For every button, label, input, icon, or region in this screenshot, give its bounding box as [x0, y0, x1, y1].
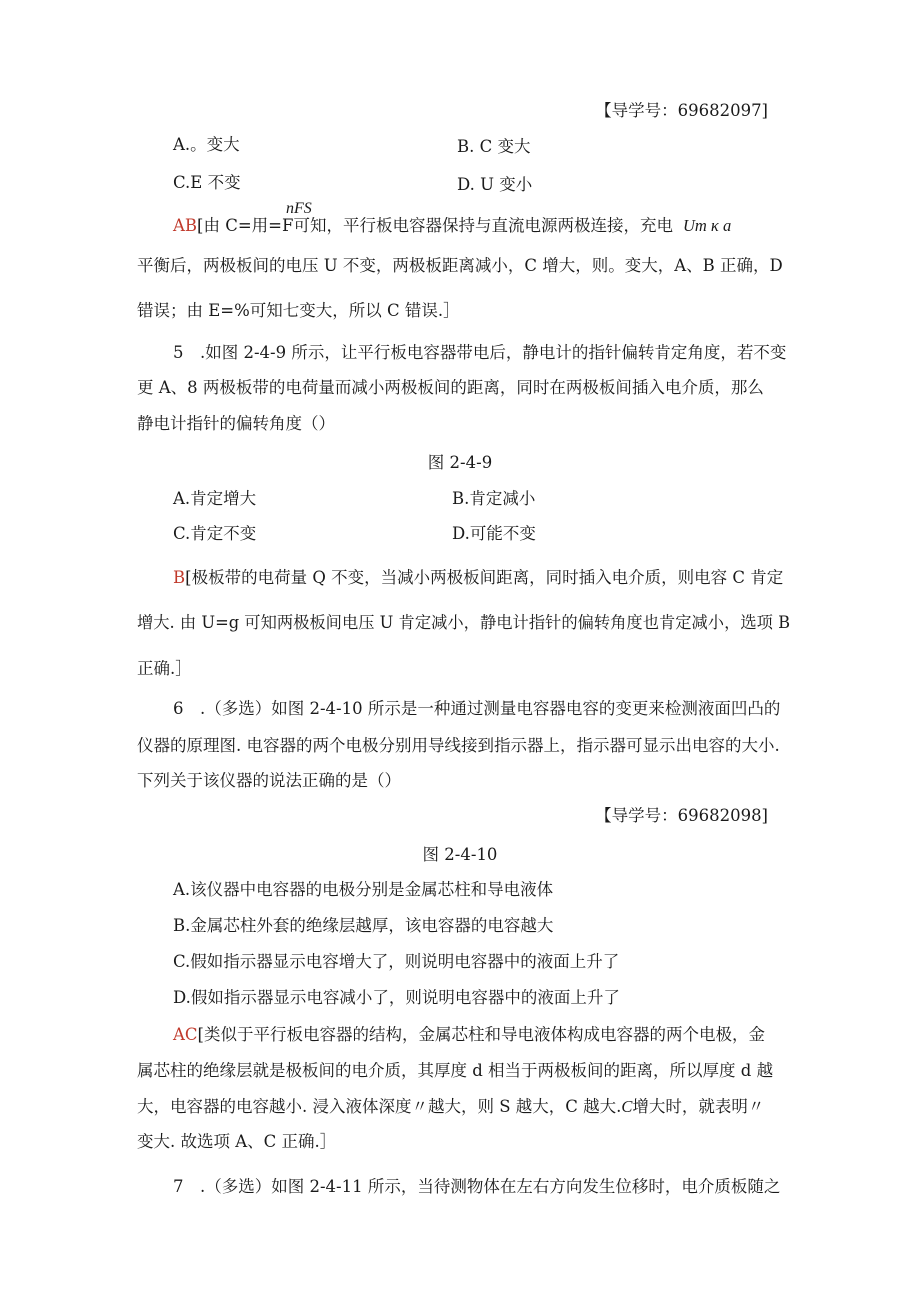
q5-answer-line3: 正确.］	[137, 659, 192, 678]
q4-answer-line1-a: [由 C=用=F	[197, 216, 294, 235]
q6-answer-line3-b: 增大时，就表明〃	[632, 1097, 765, 1116]
q4-option-a: A.。变大	[173, 135, 240, 154]
q7-line1: 7 .（多选）如图 2-4-11 所示，当待测物体在左右方向发生位移时，电介质板随之	[173, 1177, 781, 1196]
q6-option-d: D.假如指示器显示电容减小了，则说明电容器中的液面上升了	[173, 988, 620, 1007]
q5-option-a: A.肯定增大	[173, 489, 257, 508]
q6-answer-line4: 变大. 故选项 A、C 正确.］	[137, 1132, 337, 1151]
q5-line1: 5 .如图 2-4-9 所示，让平行板电容器带电后，静电计的指针偏转肯定角度，若不变	[173, 343, 787, 362]
q4-answer-line3: 错误；由 E=%可知七变大，所以 C 错误.］	[137, 301, 460, 320]
q6-answer-line3-italic: C	[621, 1097, 633, 1116]
ref-number-top: 【导学号：69682097]	[595, 101, 768, 120]
q5-answer-line2: 增大. 由 U=g 可知两极板间电压 U 肯定减小，静电计指针的偏转角度也肯定减小，选项 B	[137, 613, 791, 632]
q5-option-b: B.肯定减小	[452, 489, 536, 508]
q4-option-b: B. C 变大	[457, 137, 531, 156]
q5-line3: 静电计指针的偏转角度（）	[137, 414, 335, 433]
q5-answer-line1	[173, 567, 783, 589]
q6-option-a: A.该仪器中电容器的电极分别是金属芯柱和导电液体	[173, 880, 554, 899]
q5-figure-caption: 图 2-4-9	[427, 453, 493, 472]
q5-option-d: D.可能不变	[452, 524, 536, 543]
q4-answer-letters: AB	[173, 216, 198, 235]
q4-option-c: C.E 不变	[173, 173, 241, 192]
q4-answer-line1-b: 可知，平行板电容器保持与直流电源两极连接，充电	[293, 216, 673, 235]
q5-answer-letter: B	[173, 568, 186, 587]
q6-line1: 6 .（多选）如图 2-4-10 所示是一种通过测量电容器电容的变更来检测液面凹凸的	[173, 699, 781, 718]
q6-answer-line2: 属芯柱的绝缘层就是极板间的电介质，其厚度 d 相当于两极板间的距离，所以厚度 d 越	[137, 1061, 774, 1080]
q5-line2: 更 A、8 两极板带的电荷量而减小两极板间的距离，同时在两极板间插入电介质，那么	[137, 378, 764, 397]
q6-line2: 仪器的原理图. 电容器的两个电极分别用导线接到指示器上，指示器可显示出电容的大小.	[137, 736, 780, 755]
q6-option-b: B.金属芯柱外套的绝缘层越厚，该电容器的电容越大	[173, 916, 554, 935]
q4-option-d: D. U 变小	[457, 175, 533, 194]
q4-answer-line1-italic: Um κ a	[682, 216, 732, 235]
q5-option-c: C.肯定不变	[173, 524, 257, 543]
q6-line3: 下列关于该仪器的说法正确的是（）	[137, 771, 401, 790]
q6-answer-line3-a: 大，电容器的电容越小. 浸入液体深度〃越大，则 S 越大，C 越大.	[137, 1097, 622, 1116]
q6-answer-letters: AC	[173, 1025, 198, 1044]
q6-ref-number: 【导学号：69682098]	[595, 806, 768, 825]
q6-answer-line1-text: [类似于平行板电容器的结构，金属芯柱和导电液体构成电容器的两个电极，金	[197, 1025, 765, 1044]
q6-option-c: C.假如指示器显示电容增大了，则说明电容器中的液面上升了	[173, 952, 620, 971]
q6-figure-caption: 图 2-4-10	[422, 845, 498, 864]
q6-answer-line3	[137, 1096, 764, 1118]
q4-answer-formula-superscript: nFS	[286, 200, 312, 217]
q4-answer-line2: 平衡后，两极板间的电压 U 不变，两极板距离减小，C 增大，则。变大，A、B 正确，D	[137, 256, 783, 275]
q4-answer-line1	[173, 215, 731, 237]
q6-answer-line1	[173, 1024, 765, 1046]
q5-answer-line1-text: [极板带的电荷量 Q 不变，当减小两极板间距离，同时插入电介质，则电容 C 肯定	[185, 568, 784, 587]
